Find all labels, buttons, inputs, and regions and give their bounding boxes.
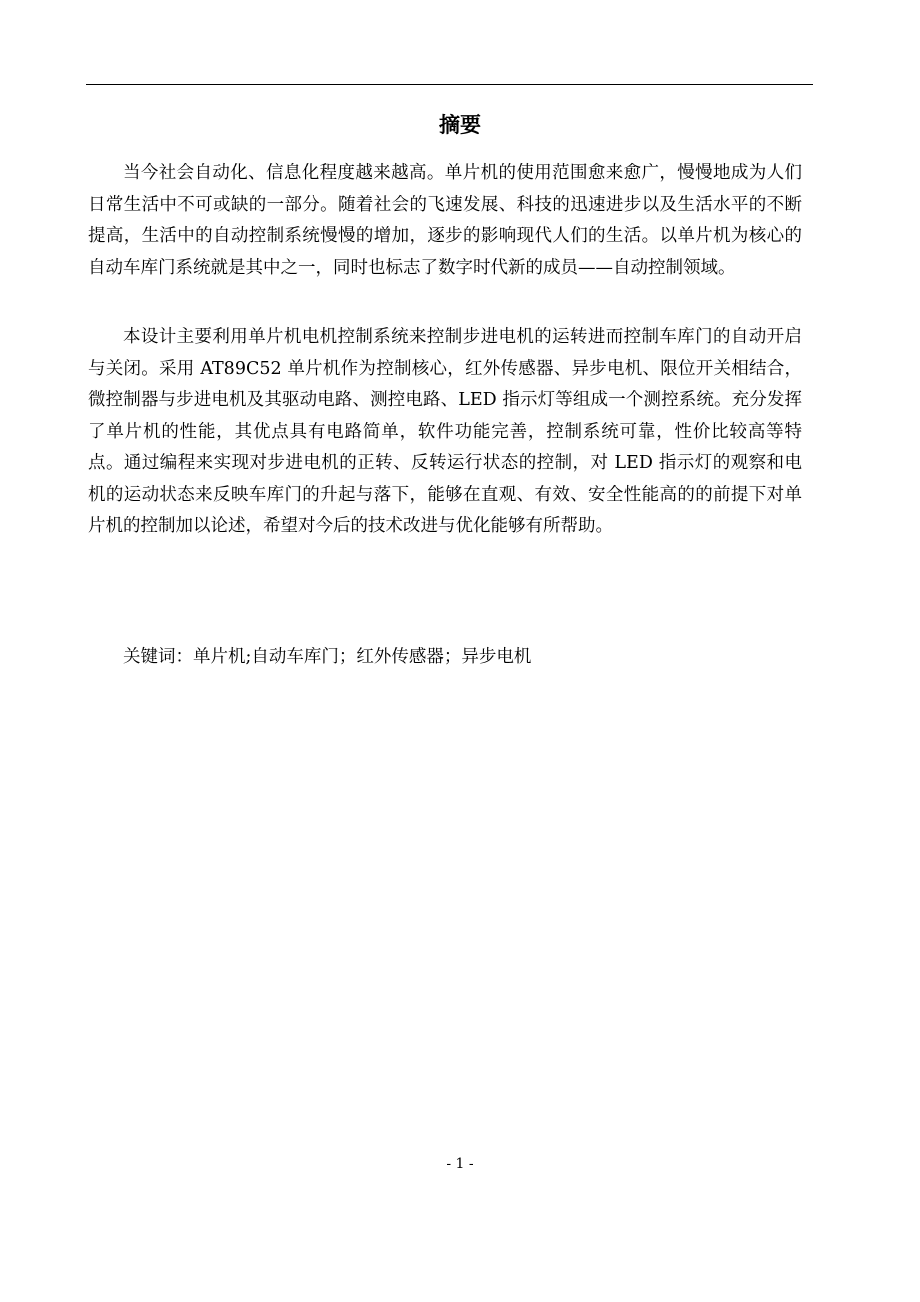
header-rule xyxy=(86,84,813,85)
paragraph-text: 本设计主要利用单片机电机控制系统来控制步进电机的运转进而控制车库门的自动开启与关闭。采用 AT89C52 单片机作为控制核心，红外传感器、异步电机、限位开关相结合，微控制器与步进电机及其驱动电路、测控电路、LED 指示灯等组成一个测控系统。充分发挥了单片机的性能，其优点具有电路简单，软件功能完善，控制系统可靠，性价比较高等特点。通过编程来实现对步进电机的正转、反转运行状态的控制，对 LED 指示灯的观察和电机的运动状态来反映车库门的升起与落下，能够在直观、有效、安全性能高的的前提下对单片机的控制加以论述，希望对今后的技术改进与优化能够有所帮助。 xyxy=(88,327,802,536)
page-title: 摘要 xyxy=(439,113,481,137)
abstract-paragraph-2 xyxy=(88,322,802,543)
abstract-paragraph-1 xyxy=(88,158,802,284)
paragraph-text: 当今社会自动化、信息化程度越来越高。单片机的使用范围愈来愈广，慢慢地成为人们日常生活中不可或缺的一部分。随着社会的飞速发展、科技的迅速进步以及生活水平的不断提高，生活中的自动控制系统慢慢的增加，逐步的影响现代人们的生活。以单片机为核心的自动车库门系统就是其中之一，同时也标志了数字时代新的成员——自动控制领域。 xyxy=(88,163,802,278)
page-number: - 1 - xyxy=(446,1156,474,1172)
keywords-line: 关键词：单片机;自动车库门；红外传感器；异步电机 xyxy=(123,647,532,667)
